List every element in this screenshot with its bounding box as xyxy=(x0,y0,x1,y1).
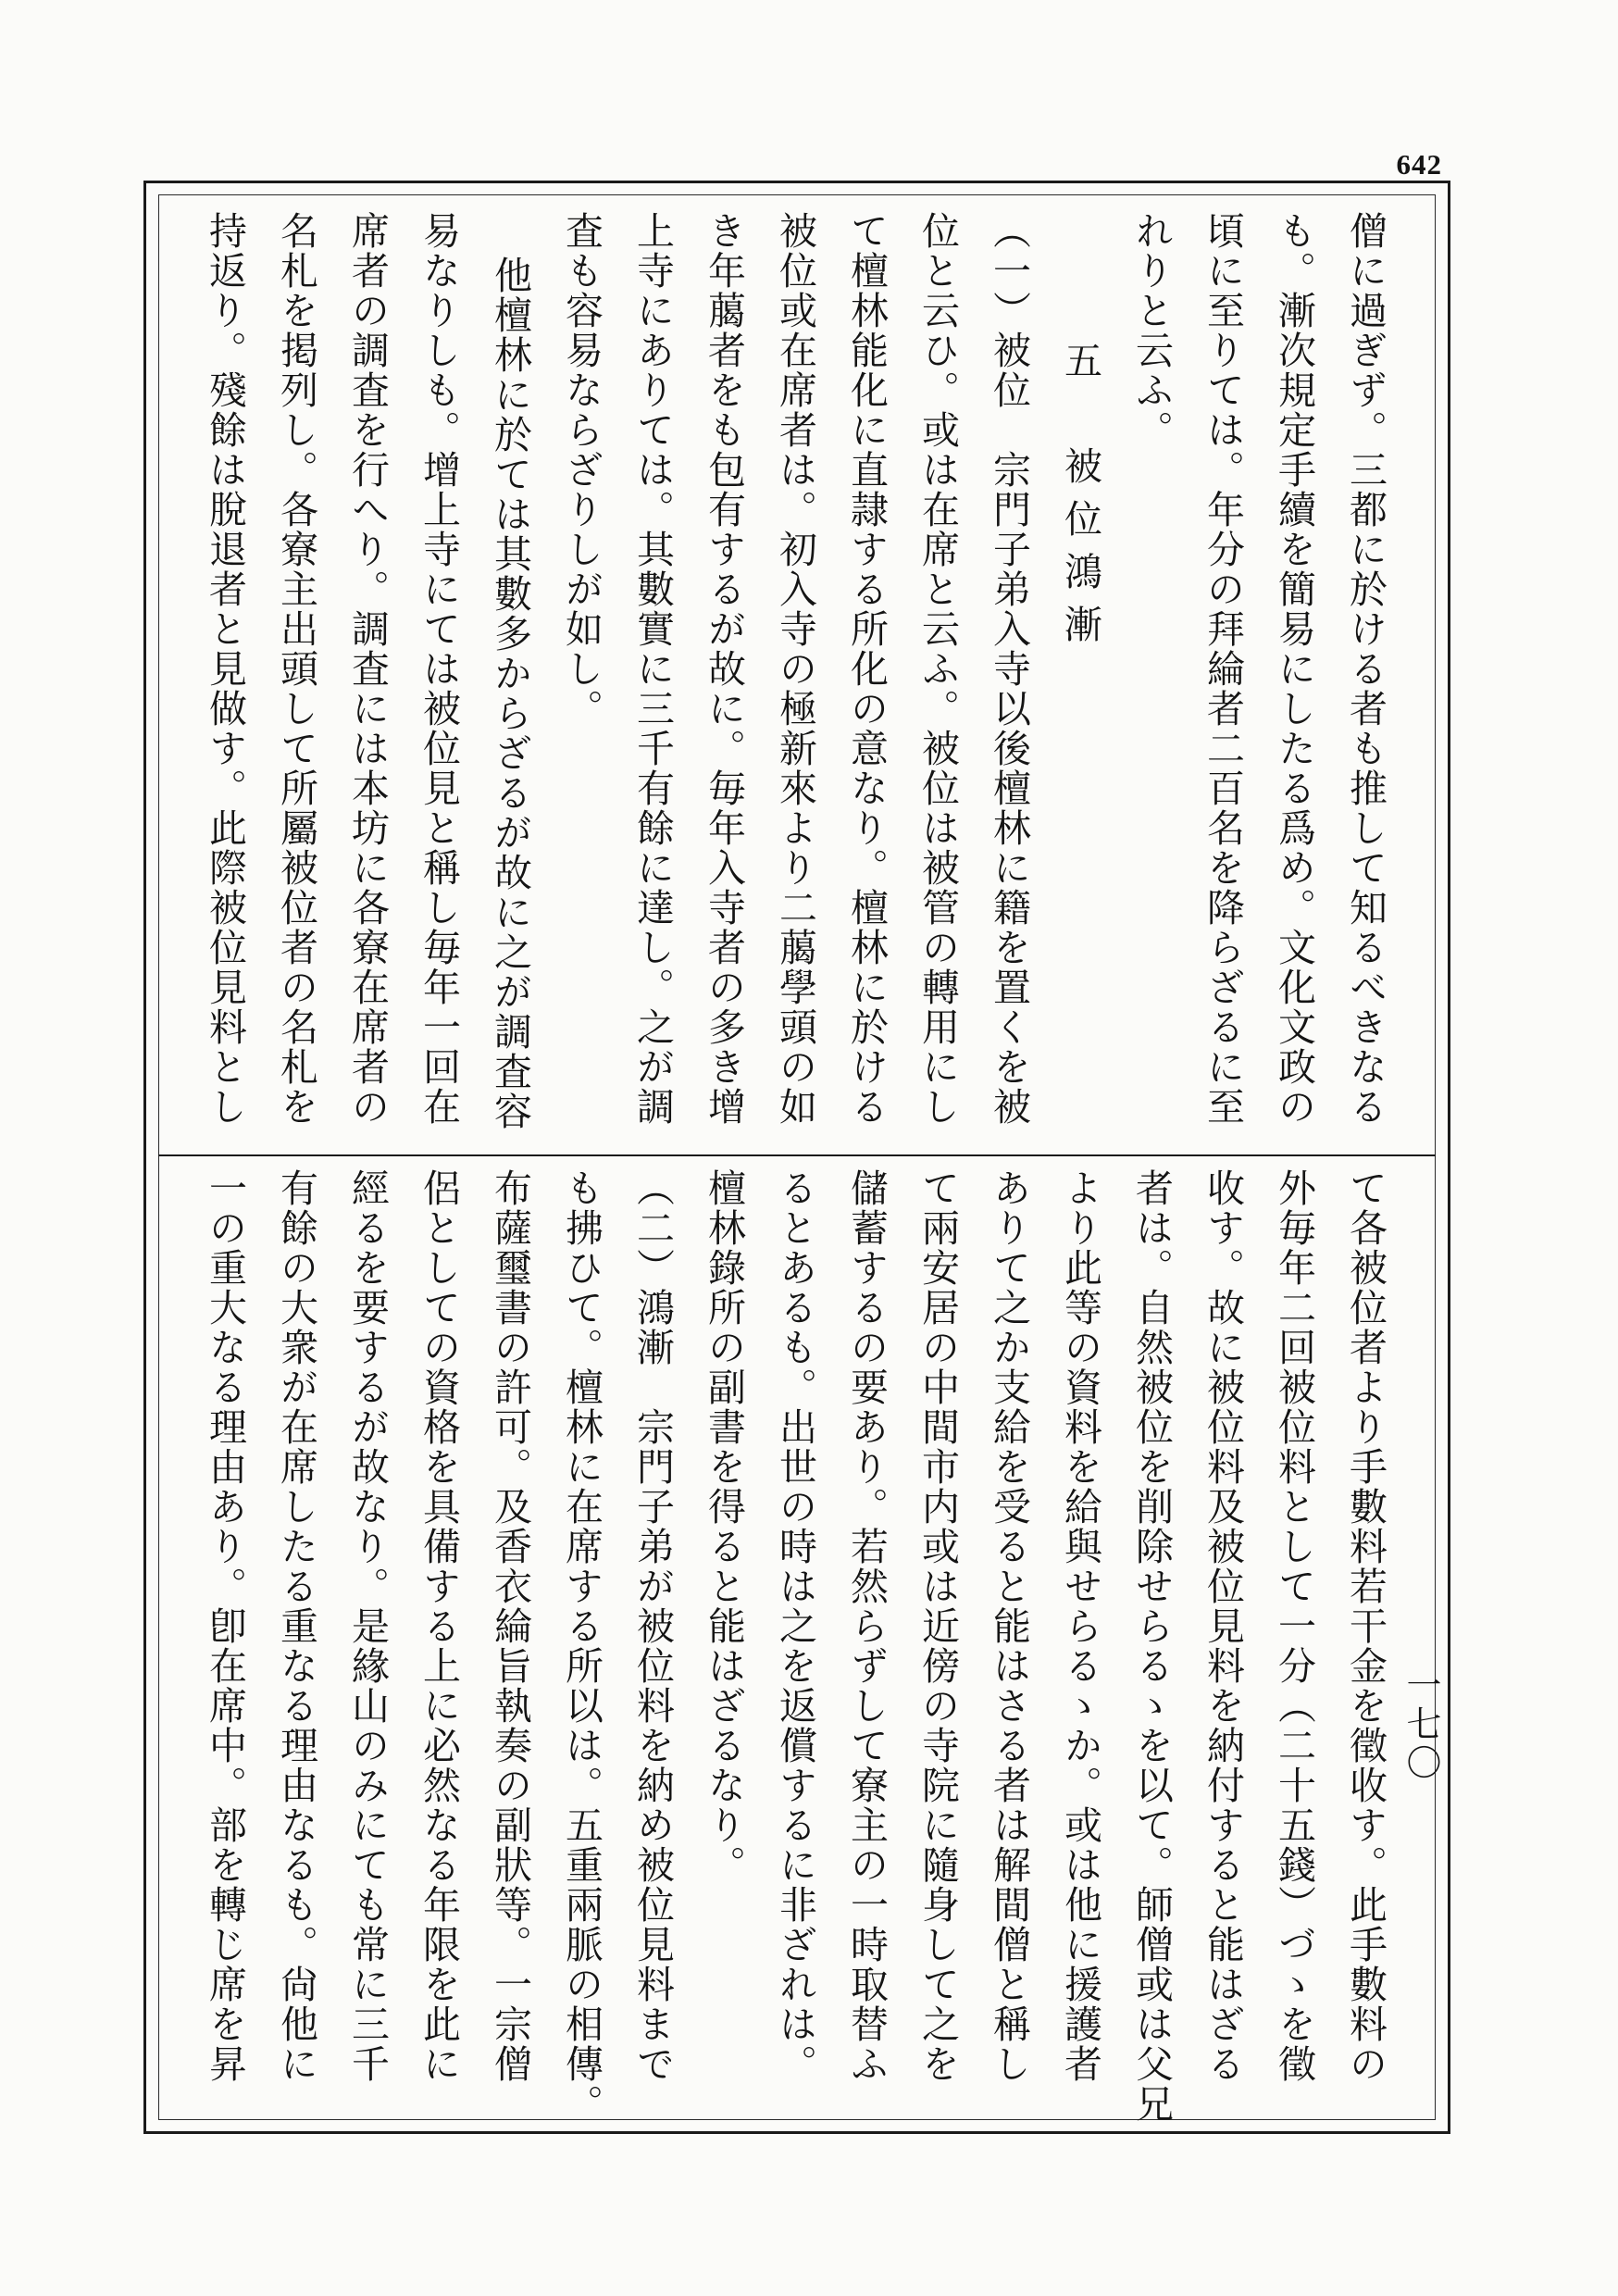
text-column: 有餘の大衆が在席したる重なる理由なるも。尙他に xyxy=(274,1168,318,2084)
text-column: 上寺にありては。其數實に三千有餘に達し。之が調 xyxy=(630,211,675,1127)
text-column: 儲蓄するの要あり。若然らずして寮主の一時取替ふ xyxy=(844,1168,889,2084)
text-column: 位と云ひ。或は在席と云ふ。被位は被管の轉用にし xyxy=(915,211,960,1127)
text-column: 席者の調査を行へり。調査には本坊に各寮在席者の xyxy=(345,211,390,1127)
text-column: き年﨟者をも包有するが故に。毎年入寺者の多き增 xyxy=(702,211,746,1127)
text-column: て檀林能化に直隷する所化の意なり。檀林に於ける xyxy=(844,211,889,1127)
text-column: も拂ひて。檀林に在席する所以は。五重兩脈の相傳。 xyxy=(559,1168,604,2124)
side-page-number: 一七〇 xyxy=(1400,1666,1441,1783)
text-column: （二）鴻漸 宗門子弟が被位料を納め被位見料まで xyxy=(630,1168,675,2084)
text-column: 査も容易ならざりしが如し。 xyxy=(559,211,604,729)
text-column: 頃に至りては。年分の拜綸者二百名を降らざるに至 xyxy=(1201,211,1245,1127)
bottom-text-block xyxy=(185,1168,1388,2122)
text-column: より此等の資料を給與せらるゝか。或は他に援護者 xyxy=(1058,1168,1102,2084)
text-column: 僧に過ぎず。三都に於ける者も推して知るべきなる xyxy=(1343,211,1388,1127)
text-column: 收す。故に被位料及被位見料を納付すると能はざる xyxy=(1201,1168,1245,2084)
text-column: も。漸次規定手續を簡易にしたる爲め。文化文政の xyxy=(1272,211,1316,1127)
text-column: 布薩璽書の許可。及香衣綸旨執奏の副狀等。一宗僧 xyxy=(488,1168,532,2084)
text-column: 經るを要するが故なり。是緣山のみにても常に三千 xyxy=(345,1168,390,2084)
text-column: て兩安居の中間市内或は近傍の寺院に隨身して之を xyxy=(915,1168,960,2084)
text-column: れりと云ふ。 xyxy=(1129,211,1174,450)
text-column: 持返り。殘餘は脫退者と見做す。此際被位見料とし xyxy=(203,211,247,1127)
top-text-block xyxy=(185,211,1388,1146)
text-column: 名札を掲列し。各寮主出頭して所屬被位者の名札を xyxy=(274,211,318,1127)
page-number: 642 xyxy=(1396,148,1442,181)
text-column: ありて之か支給を受ると能はさる者は解間僧と稱し xyxy=(987,1168,1031,2084)
text-column: 他檀林に於ては其數多からざるが故に之が調査容 xyxy=(488,256,532,1131)
text-column: 侶としての資格を具備する上に必然なる年限を此に xyxy=(417,1168,461,2084)
text-column: 易なりしも。增上寺にては被位見と稱し毎年一回在 xyxy=(417,211,461,1127)
text-column: 檀林錄所の副書を得ると能はざるなり。 xyxy=(702,1168,746,1885)
text-column: るとあるも。出世の時は之を返償するに非ざれは。 xyxy=(773,1168,817,2084)
text-column: 一の重大なる理由あり。卽在席中。部を轉じ席を昇 xyxy=(203,1168,247,2084)
text-column: 外毎年二回被位料として一分（二十五錢）づゝを徵 xyxy=(1272,1168,1316,2084)
section-heading: 五 被位鴻漸 xyxy=(1058,341,1102,657)
section-divider xyxy=(158,1154,1436,1156)
text-column: （一）被位 宗門子弟入寺以後檀林に籍を置くを被 xyxy=(987,211,1031,1127)
text-column: て各被位者より手數料若干金を徵收す。此手數料の xyxy=(1343,1168,1388,2084)
text-column: 者は。自然被位を削除せらるゝを以て。師僧或は父兄 xyxy=(1129,1168,1174,2124)
text-column: 被位或在席者は。初入寺の極新來より二﨟學頭の如 xyxy=(773,211,817,1127)
